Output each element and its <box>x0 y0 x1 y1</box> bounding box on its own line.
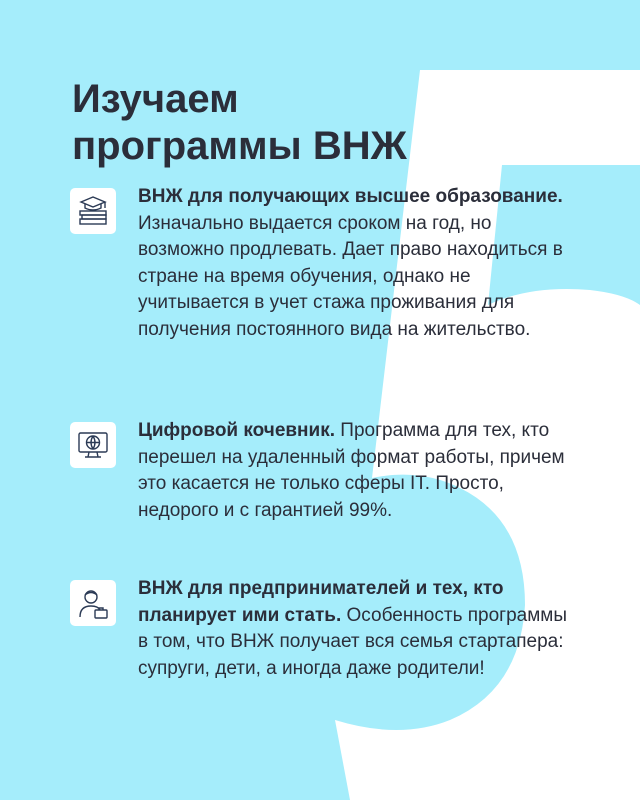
program-description: Особенность программы в том, что ВНЖ получает вся семья стартапера: супруги, дети, а иногда даже родители! <box>138 604 568 679</box>
globe-monitor-icon <box>70 422 116 468</box>
program-text-education <box>138 184 568 343</box>
entrepreneur-icon <box>70 580 116 626</box>
program-heading: Цифровой кочевник. <box>138 420 336 441</box>
program-heading: ВНЖ для предпринимателей и тех, кто планирует ими стать. <box>138 578 504 626</box>
graduation-books-icon <box>70 188 116 234</box>
program-description: Программа для тех, кто перешел на удаленный формат работы, причем это касается не только сферы IT. Просто, недорого и с гарантией 99%. <box>138 420 565 521</box>
page-title: Изучаем программы ВНЖ <box>72 77 407 168</box>
program-description: Изначально выдается сроком на год, но возможно продлевать. Дает право находиться в стране на время обучения, однако не учитывается в учет стажа проживания для получения постоянного вида на жительство. <box>138 212 563 340</box>
program-text-digital-nomad <box>138 418 568 524</box>
program-text-entrepreneur <box>138 576 568 682</box>
program-heading: ВНЖ для получающих высшее образование. <box>138 186 563 207</box>
